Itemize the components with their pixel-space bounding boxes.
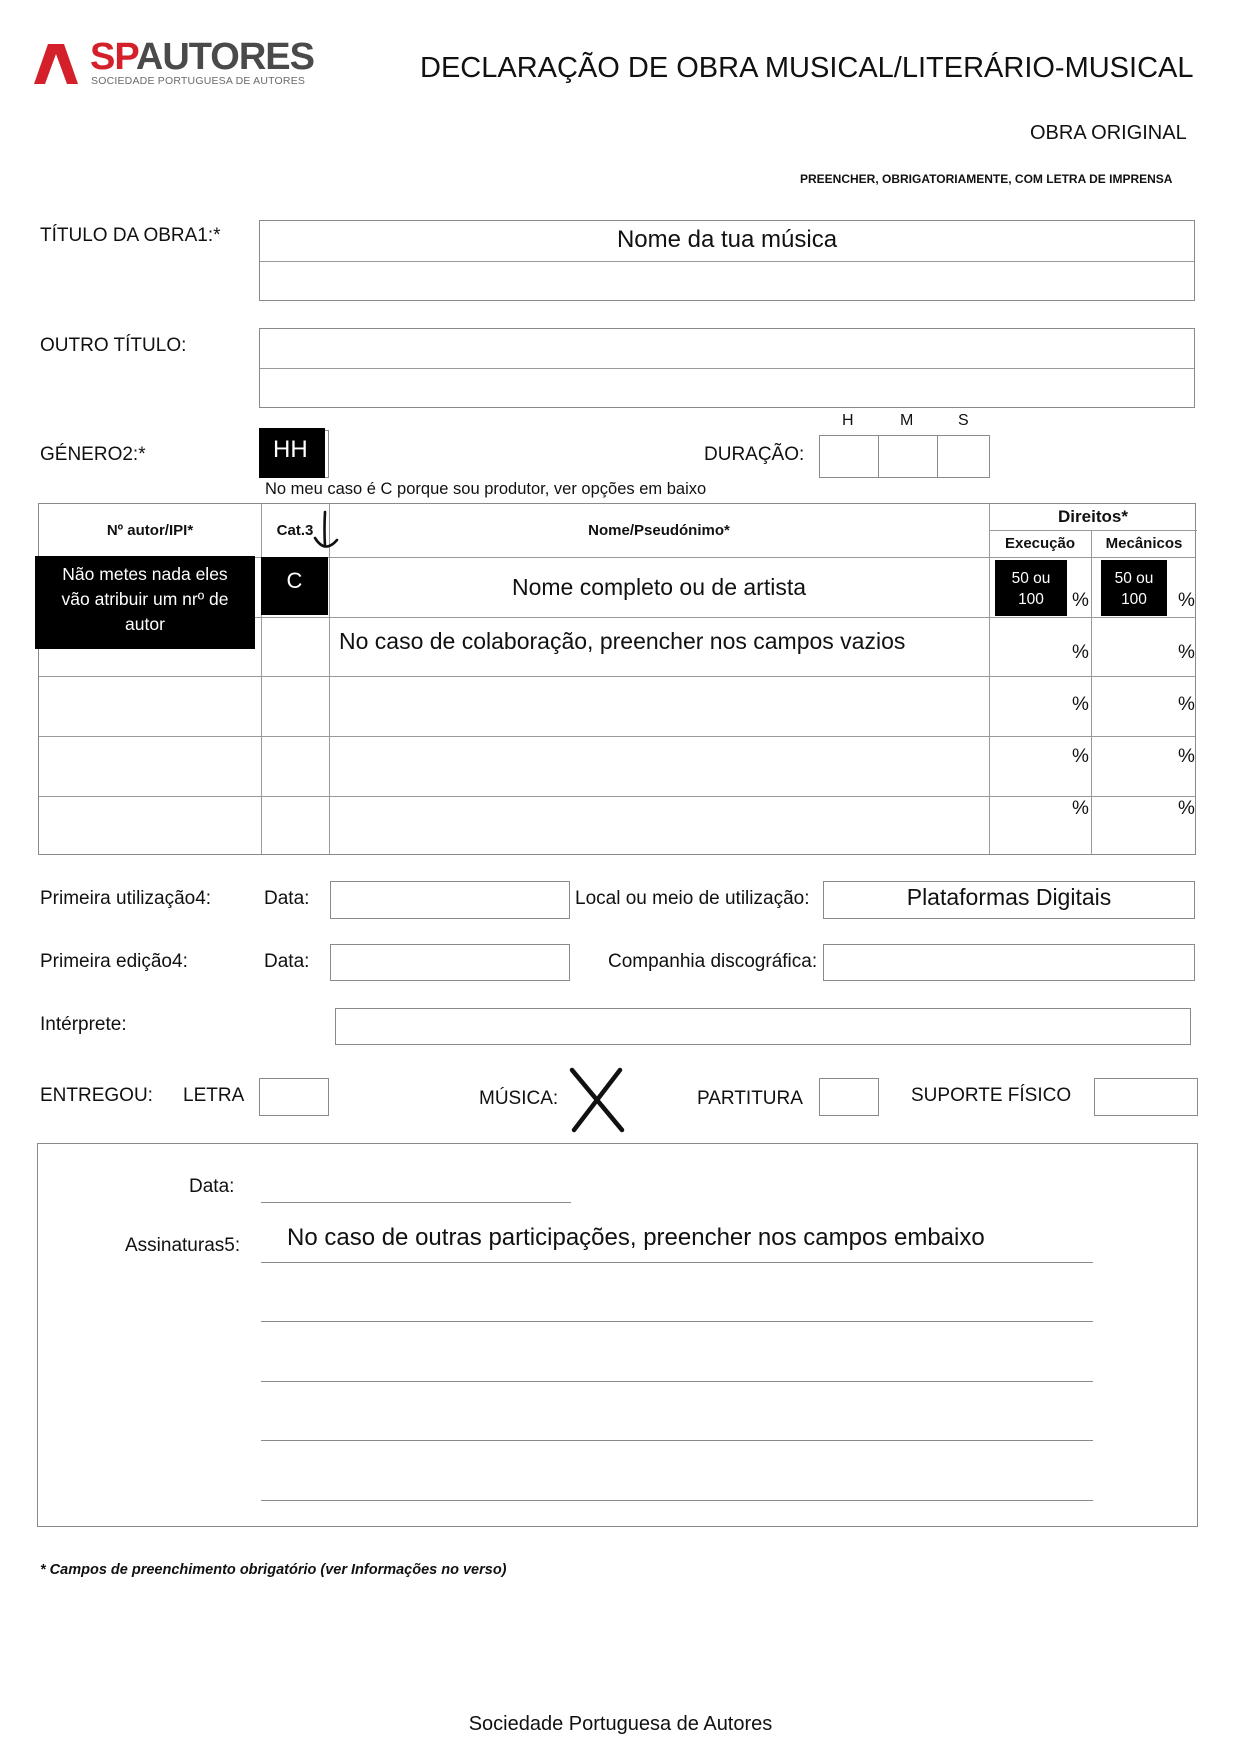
row1-cat-box [261, 557, 328, 615]
assinaturas-data-line[interactable] [261, 1202, 571, 1203]
titulo-field[interactable] [259, 220, 1195, 301]
row2-nome: No caso de colaboração, preencher nos campos vazios [339, 628, 906, 654]
header-autor: Nº autor/IPI* [106, 522, 194, 539]
page-title: DECLARAÇÃO DE OBRA MUSICAL/LITERÁRIO-MUSICAL [420, 52, 1194, 84]
musica-label: MÚSICA: [479, 1088, 559, 1109]
assinaturas-section [37, 1143, 1198, 1527]
footer: Sociedade Portuguesa de Autores [468, 1713, 773, 1735]
signature-line-2[interactable] [261, 1321, 1093, 1322]
companhia-field[interactable] [823, 944, 1195, 981]
autor-note: Não metes nada eles vão atribuir um nrº de autor [61, 564, 229, 634]
row1-exec-box [995, 560, 1067, 616]
header-execucao: Execução [1004, 535, 1076, 552]
entregou-label: ENTREGOU: [40, 1085, 153, 1106]
primeira-utilizacao-label: Primeira utilização4: [40, 888, 212, 909]
letra-label: LETRA [183, 1085, 245, 1106]
duracao-label: DURAÇÃO: [704, 444, 805, 465]
pct-mec-row2: % [1178, 642, 1195, 663]
spa-logo-mark-icon [34, 42, 78, 86]
titulo-value: Nome da tua música [616, 226, 838, 253]
arrow-down-icon [307, 508, 343, 558]
primeira-utilizacao-data-label: Data: [264, 888, 310, 909]
row-divider-3 [39, 736, 1195, 737]
row1-cat: C [286, 568, 303, 593]
header-direitos: Direitos* [1058, 507, 1128, 526]
autor-note-box [35, 556, 255, 649]
footnote: * Campos de preenchimento obrigatório (ver Informações no verso) [40, 1562, 507, 1578]
logo-autores: AUTORES [135, 36, 314, 78]
pct-exec-row3: % [1072, 694, 1089, 715]
row-divider-4 [39, 796, 1195, 797]
row1-mec: 50 ou 100 [1114, 570, 1154, 608]
logo-sp: SP [90, 36, 136, 78]
suporte-label: SUPORTE FÍSICO [911, 1085, 1072, 1106]
local-field[interactable] [823, 881, 1195, 919]
interprete-label: Intérprete: [40, 1014, 127, 1035]
assinaturas-note: No caso de outras participações, preencher nos campos embaixo [287, 1224, 985, 1251]
titulo-field-divider [260, 261, 1194, 262]
primeira-utilizacao-data-field[interactable] [330, 881, 570, 919]
companhia-label: Companhia discográfica: [608, 951, 818, 972]
pct-exec-row1: % [1072, 590, 1089, 611]
spa-logo [34, 36, 334, 88]
outro-titulo-field[interactable] [259, 328, 1195, 408]
pct-exec-row4: % [1072, 746, 1089, 767]
row1-nome: Nome completo ou de artista [511, 574, 807, 600]
row-divider-direitos [989, 530, 1197, 531]
pct-exec-row5: % [1072, 798, 1089, 819]
genero-label: GÉNERO2:* [40, 444, 146, 465]
partitura-checkbox[interactable] [819, 1078, 879, 1116]
cat-note: No meu caso é C porque sou produtor, ver opções em baixo [265, 480, 707, 498]
row1-exec: 50 ou 100 [1011, 570, 1051, 608]
col-divider-exec [1091, 530, 1092, 855]
duracao-h-label: H [842, 412, 854, 429]
assinaturas-data-label: Data: [189, 1176, 235, 1197]
header-nome: Nome/Pseudónimo* [588, 522, 730, 539]
signature-line-4[interactable] [261, 1440, 1093, 1441]
letra-checkbox[interactable] [259, 1078, 329, 1116]
signature-line-3[interactable] [261, 1381, 1093, 1382]
interprete-field[interactable] [335, 1008, 1191, 1045]
assinaturas-label: Assinaturas5: [125, 1235, 241, 1256]
header-cat: Cat.3 [276, 522, 314, 539]
musica-x-mark-icon [566, 1066, 628, 1134]
row-divider-2 [39, 676, 1195, 677]
outro-titulo-field-divider [260, 368, 1194, 369]
duracao-m-field[interactable] [878, 435, 938, 478]
signature-line-5[interactable] [261, 1500, 1093, 1501]
primeira-edicao-data-field[interactable] [330, 944, 570, 981]
header-mecanicos: Mecânicos [1105, 535, 1183, 552]
pct-mec-row5: % [1178, 798, 1195, 819]
outro-titulo-label: OUTRO TÍTULO: [40, 335, 187, 356]
pct-mec-row1: % [1178, 590, 1195, 611]
primeira-edicao-label: Primeira edição4: [40, 951, 188, 972]
signature-line-1[interactable] [261, 1262, 1093, 1263]
duracao-m-label: M [900, 412, 914, 429]
pct-mec-row3: % [1178, 694, 1195, 715]
titulo-label: TÍTULO DA OBRA1:* [40, 225, 221, 246]
duracao-s-label: S [958, 412, 969, 429]
fill-instruction: PREENCHER, OBRIGATORIAMENTE, COM LETRA DE IMPRENSA [800, 172, 1173, 186]
genero-value-box [259, 428, 325, 478]
primeira-edicao-data-label: Data: [264, 951, 310, 972]
page-subtitle: OBRA ORIGINAL [1030, 122, 1187, 144]
duracao-s-field[interactable] [937, 435, 990, 478]
local-label: Local ou meio de utilização: [575, 888, 810, 909]
local-value: Plataformas Digitais [906, 884, 1112, 910]
logo-subtitle: SOCIEDADE PORTUGUESA DE AUTORES [91, 75, 306, 87]
pct-exec-row2: % [1072, 642, 1089, 663]
logo-wordmark [90, 36, 314, 79]
genero-value: HH [273, 436, 308, 463]
suporte-checkbox[interactable] [1094, 1078, 1198, 1116]
pct-mec-row4: % [1178, 746, 1195, 767]
partitura-label: PARTITURA [697, 1088, 803, 1109]
row1-mec-box [1101, 560, 1167, 616]
duracao-h-field[interactable] [819, 435, 879, 478]
